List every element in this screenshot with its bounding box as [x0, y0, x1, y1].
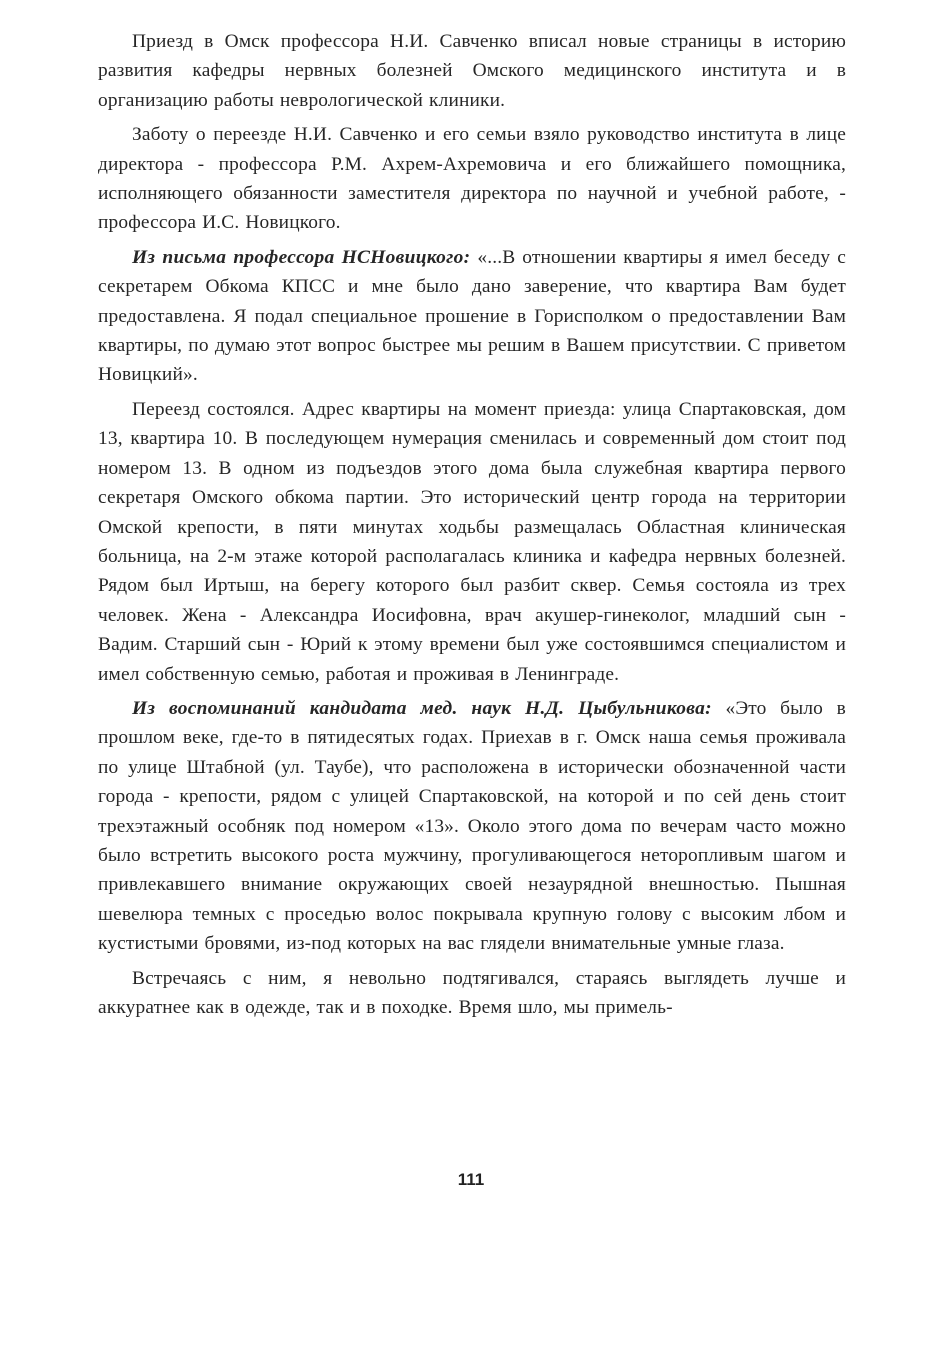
paragraph-1 [98, 27, 846, 115]
document-page [98, 27, 846, 1022]
paragraph-2 [98, 120, 846, 238]
paragraph-6 [98, 964, 846, 1023]
paragraph-text: Приезд в Омск профессора Н.И. Савченко вписал новые страницы в историю развития кафедры нервных болезней Омского медицинского института и в организацию работы неврологической клиники. [98, 31, 846, 111]
paragraph-lead: Из воспоминаний кандидата мед. наук Н.Д. Цыбульникова: [132, 697, 712, 719]
page-number: 111 [457, 1170, 485, 1189]
paragraph-text: Встречаясь с ним, я невольно подтягивался, стараясь выглядеть лучше и аккуратнее как в одежде, так и в походке. Время шло, мы примель- [98, 967, 846, 1018]
paragraph-text: «Это было в прошлом веке, где-то в пятидесятых годах. Приехав в г. Омск наша семья проживала по улице Штабной (ул. Таубе), что расположена в исторически обозначенной части города - крепости, рядом с улицей Спартаковской, на которой и по сей день стоит трехэтажный особняк под номером «13». Около этого дома по вечерам часто можно было встретить высокого роста мужчину, прогуливающегося неторопливым шагом и привлекавшего внимание окружающих своей незаурядной внешностью. Пышная шевелюра темных с проседью волос покрывала крупную голову с высоким лбом и кустистыми бровями, из-под которых на вас глядели внимательные умные глаза. [98, 697, 846, 955]
paragraph-lead: Из письма профессора НСНовицкого: [132, 246, 471, 268]
paragraph-3-letter-quote [98, 243, 846, 390]
paragraph-4 [98, 395, 846, 689]
paragraph-text: «...В отношении квартиры я имел беседу с секретарем Обкома КПСС и мне было дано заверение, что квартира Вам будет предоставлена. Я подал специальное прошение в Горисполком о предоставлении Вам квартиры, по думаю этот вопрос быстрее мы решим в Вашем присутствии. С приветом Новицкий». [98, 246, 846, 386]
paragraph-text: Заботу о переезде Н.И. Савченко и его семьи взяло руководство института в лице директора - профессора Р.М. Ахрем-Ахремовича и его ближайшего помощника, исполняющего обязанности заместителя директора по научной и учебной работе, - профессора И.С. Новицкого. [98, 124, 846, 234]
paragraph-text: Переезд состоялся. Адрес квартиры на момент приезда: улица Спартаковская, дом 13, квартира 10. В последующем нумерация сменилась и современный дом стоит под номером 13. В одном из подъездов этого дома была служебная квартира первого секретаря Омского обкома партии. Это исторический центр города на территории Омской крепости, в пяти минутах ходьбы размещалась Областная клиническая больница, на 2-м этаже которой располагалась клиника и кафедра нервных болезней. Рядом был Иртыш, на берегу которого был разбит сквер. Семья состояла из трех человек. Жена - Александра Иосифовна, врач акушер-гинеколог, младший сын - Вадим. Старший сын - Юрий к этому времени был уже состоявшимся специалистом и имел собственную семью, работая и проживая в Ленинграде. [98, 398, 846, 685]
paragraph-5-memoir-quote [98, 694, 846, 959]
